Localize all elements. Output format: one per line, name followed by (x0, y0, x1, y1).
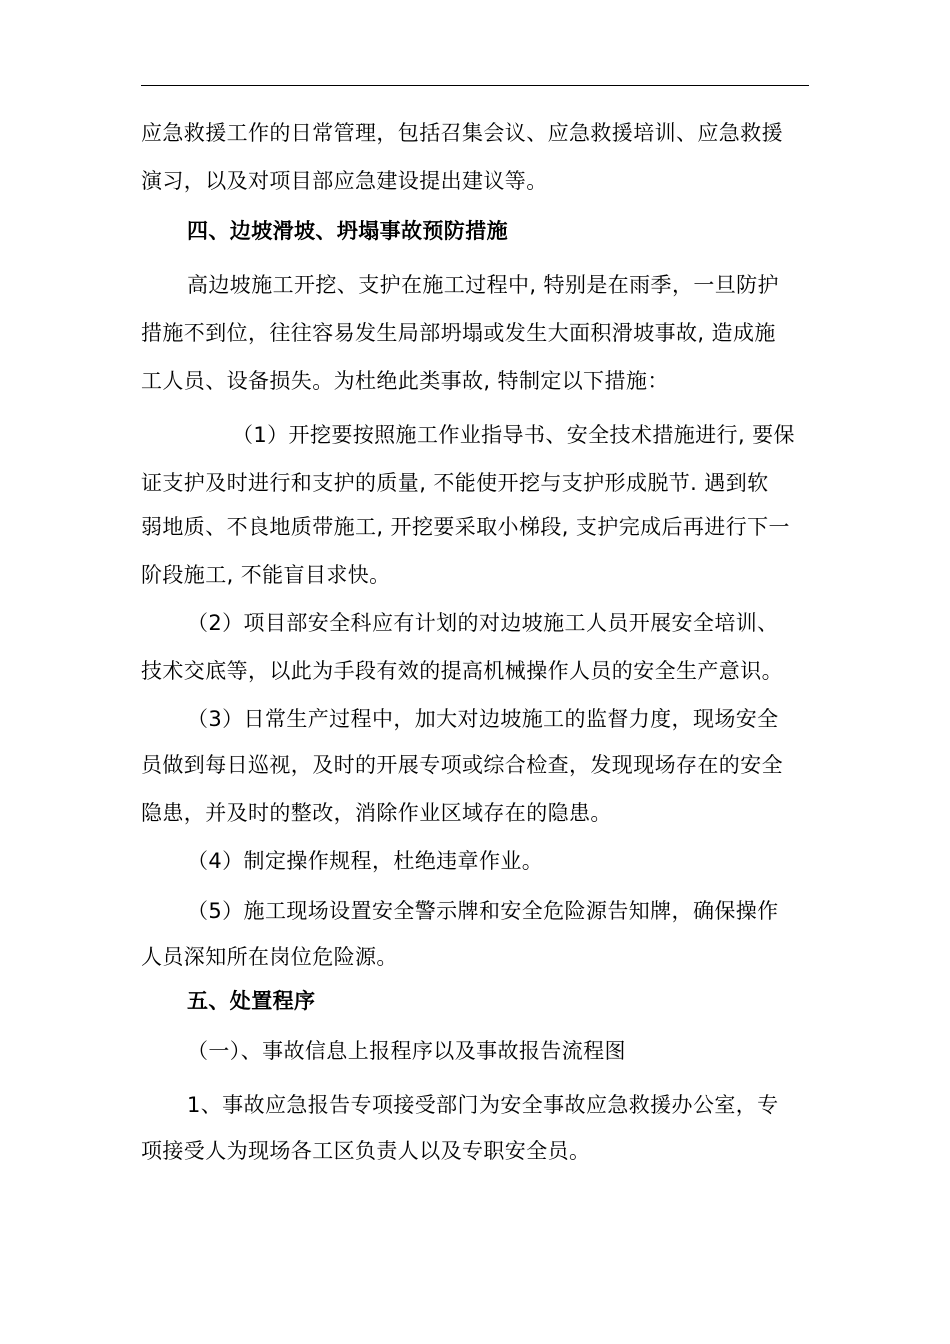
section-heading: 四、边坡滑坡、坍塌事故预防措施 (187, 219, 508, 243)
text-line: 措施不到位，往往容易发生局部坍塌或发生大面积滑坡事故, 造成施 (141, 321, 776, 345)
section-heading: 五、处置程序 (187, 989, 316, 1013)
text-line: 演习，以及对项目部应急建设提出建议等。 (141, 169, 548, 193)
text-line: 项接受人为现场各工区负责人以及专职安全员。 (141, 1139, 591, 1163)
header-rule (141, 85, 809, 86)
subsection-heading: （一）、事故信息上报程序以及事故报告流程图 (187, 1039, 626, 1063)
list-item: （4）制定操作规程，杜绝违章作业。 (187, 849, 544, 873)
text-line: 人员深知所在岗位危险源。 (141, 945, 398, 969)
text-line: 1、事故应急报告专项接受部门为安全事故应急救援办公室，专 (187, 1093, 779, 1117)
text-line: 弱地质、不良地质带施工, 开挖要采取小梯段, 支护完成后再进行下一 (141, 515, 790, 539)
text-line: 应急救援工作的日常管理，包括召集会议、应急救援培训、应急救援 (141, 121, 783, 145)
text-line: 证支护及时进行和支护的质量, 不能使开挖与支护形成脱节. 遇到软 (141, 471, 769, 495)
text-line: 高边坡施工开挖、支护在施工过程中, 特别是在雨季，一旦防护 (187, 273, 779, 297)
text-line: 技术交底等，以此为手段有效的提高机械操作人员的安全生产意识。 (141, 659, 783, 683)
list-item: （2）项目部安全科应有计划的对边坡施工人员开展安全培训、 (187, 611, 779, 635)
text-line: 隐患，并及时的整改，消除作业区域存在的隐患。 (141, 801, 612, 825)
list-item: （3）日常生产过程中，加大对边坡施工的监督力度，现场安全 (187, 707, 779, 731)
list-item: （1）开挖要按照施工作业指导书、安全技术措施进行, 要保 (232, 423, 795, 447)
text-line: 阶段施工, 不能盲目求快。 (141, 563, 391, 587)
list-item: （5）施工现场设置安全警示牌和安全危险源告知牌，确保操作 (187, 899, 779, 923)
text-line: 工人员、设备损失。为杜绝此类事故, 特制定以下措施： (141, 369, 669, 393)
text-line: 员做到每日巡视，及时的开展专项或综合检查，发现现场存在的安全 (141, 753, 783, 777)
